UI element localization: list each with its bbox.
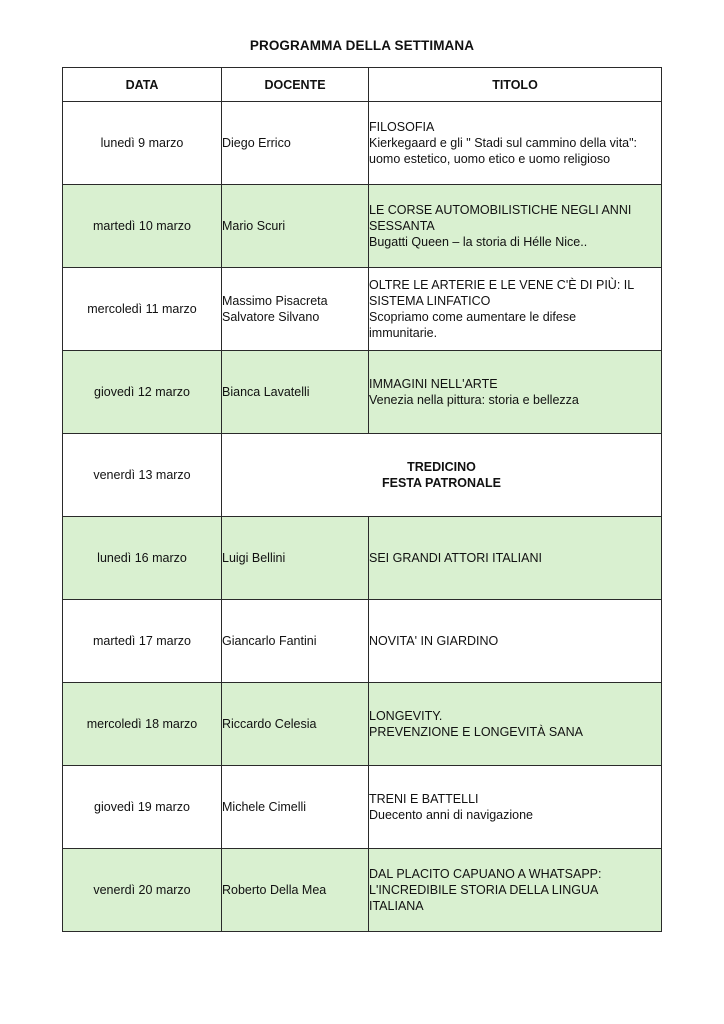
titolo-cell — [369, 102, 662, 185]
docente-name: Luigi Bellini — [222, 551, 286, 565]
titolo-cell — [369, 600, 662, 683]
table-row — [63, 517, 662, 600]
docente-name: Massimo Pisacreta — [222, 294, 328, 308]
docente-cell — [222, 351, 369, 434]
titolo-cell — [369, 268, 662, 351]
titolo-line: TRENI E BATTELLI — [369, 792, 479, 806]
date-cell: mercoledì 18 marzo — [63, 683, 222, 766]
titolo-cell — [369, 517, 662, 600]
titolo-line: OLTRE LE ARTERIE E LE VENE C'È DI PIÙ: IL — [369, 278, 635, 292]
titolo-line: Bugatti Queen – la storia di Hélle Nice.. — [369, 235, 588, 249]
table-row — [63, 683, 662, 766]
page-title: PROGRAMMA DELLA SETTIMANA — [249, 38, 475, 53]
table-row — [63, 766, 662, 849]
table-row — [63, 849, 662, 932]
titolo-line: L'INCREDIBILE STORIA DELLA LINGUA — [369, 883, 599, 897]
table-row — [63, 600, 662, 683]
date-cell: venerdì 13 marzo — [63, 434, 222, 517]
schedule-table — [62, 67, 662, 932]
docente-cell — [222, 683, 369, 766]
docente-cell — [222, 517, 369, 600]
titolo-cell — [369, 766, 662, 849]
table-row — [63, 102, 662, 185]
column-header-docente: DOCENTE — [222, 68, 369, 102]
date-cell: martedì 10 marzo — [63, 185, 222, 268]
table-row — [63, 351, 662, 434]
docente-cell — [222, 849, 369, 932]
titolo-line: SEI GRANDI ATTORI ITALIANI — [369, 551, 542, 565]
titolo-line: NOVITA' IN GIARDINO — [369, 634, 499, 648]
titolo-line: LONGEVITY. — [369, 709, 443, 723]
docente-cell — [222, 185, 369, 268]
docente-name: Bianca Lavatelli — [222, 385, 310, 399]
docente-cell — [222, 102, 369, 185]
titolo-line: Scopriamo come aumentare le difese — [369, 310, 577, 324]
table-row — [63, 268, 662, 351]
docente-name: Michele Cimelli — [222, 800, 307, 814]
table-header-row — [63, 68, 662, 102]
holiday-line: FESTA PATRONALE — [382, 476, 501, 490]
titolo-cell — [369, 683, 662, 766]
column-header-titolo: TITOLO — [369, 68, 662, 102]
titolo-line: Duecento anni di navigazione — [369, 808, 534, 822]
docente-name: Diego Errico — [222, 136, 291, 150]
table-row — [63, 185, 662, 268]
docente-name: Mario Scuri — [222, 219, 286, 233]
titolo-line: IMMAGINI NELL'ARTE — [369, 377, 498, 391]
date-cell: mercoledì 11 marzo — [63, 268, 222, 351]
titolo-cell — [369, 849, 662, 932]
titolo-line: FILOSOFIA — [369, 120, 435, 134]
column-header-data: DATA — [63, 68, 222, 102]
date-cell: lunedì 16 marzo — [63, 517, 222, 600]
docente-cell — [222, 268, 369, 351]
holiday-cell — [222, 434, 662, 517]
titolo-line: SISTEMA LINFATICO — [369, 294, 491, 308]
date-cell: lunedì 9 marzo — [63, 102, 222, 185]
titolo-line: DAL PLACITO CAPUANO A WHATSAPP: — [369, 867, 602, 881]
titolo-cell — [369, 185, 662, 268]
date-cell: venerdì 20 marzo — [63, 849, 222, 932]
titolo-line: Kierkegaard e gli " Stadi sul cammino della vita": — [369, 136, 638, 150]
date-cell: giovedì 12 marzo — [63, 351, 222, 434]
docente-name: Giancarlo Fantini — [222, 634, 317, 648]
titolo-line: ITALIANA — [369, 899, 424, 913]
date-cell: martedì 17 marzo — [63, 600, 222, 683]
docente-name: Salvatore Silvano — [222, 310, 320, 324]
holiday-line: TREDICINO — [407, 460, 476, 474]
docente-name: Riccardo Celesia — [222, 717, 317, 731]
table-row-holiday — [63, 434, 662, 517]
docente-cell — [222, 600, 369, 683]
titolo-line: LE CORSE AUTOMOBILISTICHE NEGLI ANNI — [369, 203, 632, 217]
docente-cell — [222, 766, 369, 849]
titolo-line: SESSANTA — [369, 219, 435, 233]
titolo-line: uomo estetico, uomo etico e uomo religioso — [369, 152, 611, 166]
titolo-cell — [369, 351, 662, 434]
titolo-line: PREVENZIONE E LONGEVITÀ SANA — [369, 725, 583, 739]
docente-name: Roberto Della Mea — [222, 883, 327, 897]
titolo-line: immunitarie. — [369, 326, 438, 340]
titolo-line: Venezia nella pittura: storia e bellezza — [369, 393, 579, 407]
date-cell: giovedì 19 marzo — [63, 766, 222, 849]
